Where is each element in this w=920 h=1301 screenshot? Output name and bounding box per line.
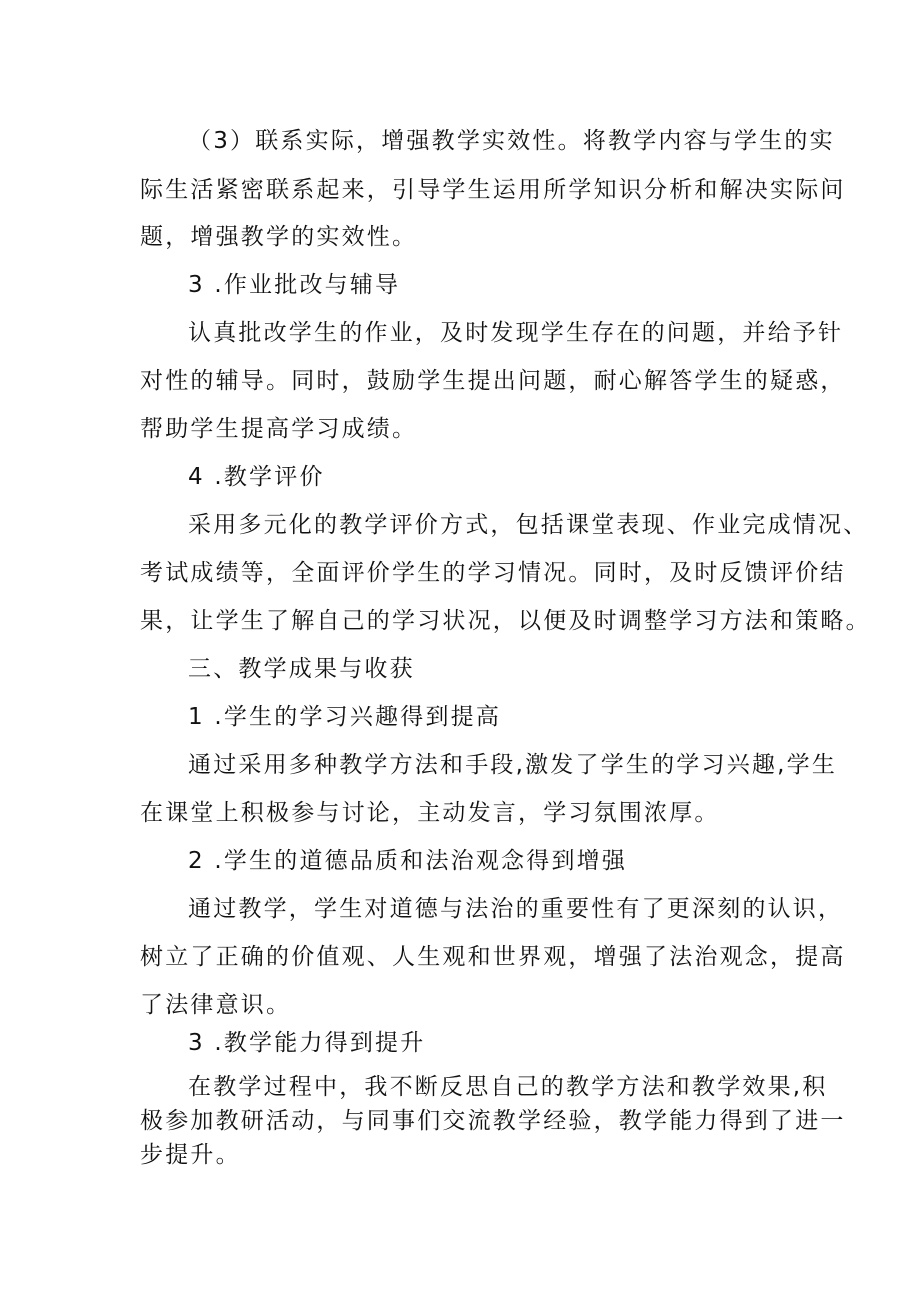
section-heading: 3 .教学能力得到提升 (188, 1030, 426, 1056)
section-heading: 1 .学生的学习兴趣得到提高 (188, 704, 502, 730)
paragraph-line: 步提升。 (140, 1142, 241, 1168)
paragraph-line: 际生活紧密联系起来，引导学生运用所学知识分析和解决实际问 (140, 177, 846, 203)
section-heading: 3 .作业批改与辅导 (188, 272, 401, 298)
paragraph-line: 通过采用多种教学方法和手段,激发了学生的学习兴趣,学生 (188, 752, 838, 778)
paragraph-line: 在教学过程中，我不断反思自己的教学方法和教学效果,积 (188, 1074, 828, 1100)
chapter-heading: 三、教学成果与收获 (188, 656, 415, 682)
paragraph-line: 考试成绩等，全面评价学生的学习情况。同时，及时反馈评价结 (140, 560, 846, 586)
paragraph-line: 对性的辅导。同时，鼓励学生提出问题，耐心解答学生的疑惑， (140, 368, 846, 394)
paragraph-line: 在课堂上积极参与讨论，主动发言，学习氛围浓厚。 (140, 800, 720, 826)
paragraph-line: 题，增强教学的实效性。 (140, 224, 418, 250)
paragraph-line: 通过教学，学生对道德与法治的重要性有了更深刻的认识， (188, 896, 844, 922)
section-heading: 4 .教学评价 (188, 464, 325, 490)
paragraph-line: （3）联系实际，增强教学实效性。将教学内容与学生的实 (188, 128, 835, 154)
paragraph-line: 极参加教研活动，与同事们交流教学经验，教学能力得到了进一 (140, 1108, 846, 1134)
paragraph-line: 了法律意识。 (140, 992, 292, 1018)
section-heading: 2 .学生的道德品质和法治观念得到增强 (188, 848, 628, 874)
paragraph-line: 采用多元化的教学评价方式，包括课堂表现、作业完成情况、 (188, 512, 869, 538)
paragraph-line: 帮助学生提高学习成绩。 (140, 416, 418, 442)
paragraph-line: 树立了正确的价值观、人生观和世界观，增强了法治观念，提高 (140, 944, 846, 970)
paragraph-line: 果，让学生了解自己的学习状况，以便及时调整学习方法和策略。 (140, 608, 871, 634)
paragraph-line: 认真批改学生的作业，及时发现学生存在的问题，并给予针 (188, 320, 844, 346)
